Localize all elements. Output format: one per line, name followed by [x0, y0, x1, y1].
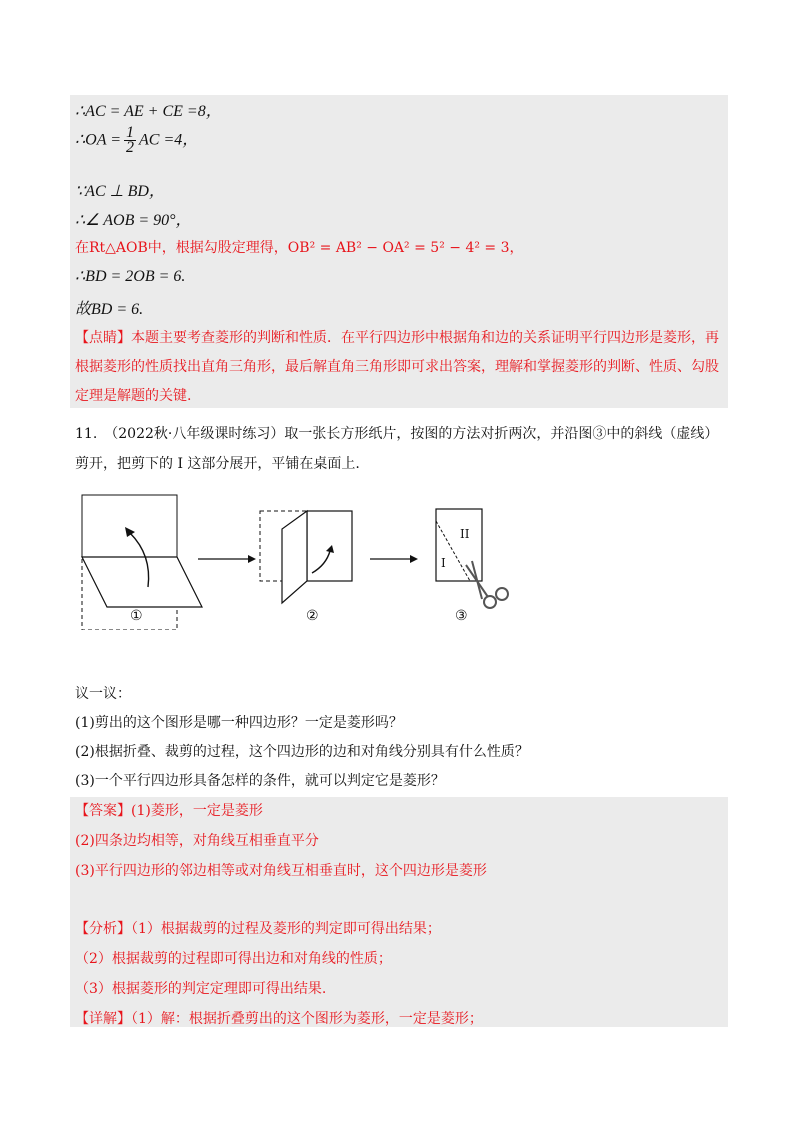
solution-eq-2-post: AC =4， [139, 131, 199, 149]
analysis-line-2: （2）根据裁剪的过程即可得出边和对角线的性质； [75, 951, 392, 967]
answer-1: (1)菱形，一定是菱形 [131, 803, 263, 819]
fraction-denominator: 2 [126, 139, 135, 156]
answer-line-1 [75, 800, 263, 820]
solution-eq-3: ∵AC ⊥ BD， [75, 183, 165, 200]
solution-line-1 [75, 98, 222, 121]
dianjing-text-2: 根据菱形的性质找出直角三角形，最后解直角三角形即可求出答案，理解和掌握菱形的判断、性质、勾股 [75, 359, 719, 375]
discuss-q2: (2)根据折叠、裁剪的过程，这个四边形的边和对角线分别具有什么性质？ [75, 744, 529, 760]
solution-line-3 [75, 178, 165, 201]
fraction-numerator: 1 [126, 124, 135, 141]
detail-line-1 [75, 1008, 483, 1028]
dianjing-line-2 [75, 356, 719, 376]
solution-eq-2-pre: ∴OA = [75, 131, 122, 149]
dianjing-line-1 [75, 327, 719, 347]
region-1-label: I [441, 556, 446, 570]
solution-line-6 [75, 266, 185, 286]
solution-eq-1: ∴AC = AE + CE =8， [75, 103, 222, 120]
dianjing-tag: 【点睛】 [75, 330, 131, 346]
detail-tag: 【详解】 [75, 1011, 131, 1027]
answer-line-2: (2)四条边均相等，对角线互相垂直平分 [75, 833, 319, 849]
answer-line-3: (3)平行四边形的邻边相等或对角线互相垂直时，这个四边形是菱形 [75, 863, 487, 879]
solution-eq-7: 故BD = 6. [75, 301, 144, 318]
dianjing-text-3: 定理是解题的关键. [75, 388, 192, 404]
solution-eq-6: ∴BD = 2OB = 6. [75, 268, 186, 285]
discuss-q1: (1)剪出的这个图形是哪一种四边形？一定是菱形吗？ [75, 715, 403, 731]
figure-2-paper [260, 511, 352, 603]
solution-line-2 [75, 126, 198, 155]
dianjing-text-1: 本题主要考查菱形的判断和性质．在平行四边形中根据角和边的关系证明平行四边形是菱形，再 [131, 330, 719, 346]
analysis-tag: 【分析】 [75, 921, 131, 937]
fraction [124, 126, 136, 155]
solution-eq-4: ∴∠ AOB = 90°， [75, 212, 192, 229]
question-line-2: 剪开，把剪下的 I 这部分展开，平铺在桌面上. [75, 456, 360, 472]
discuss-title: 议一议： [75, 686, 131, 702]
figure-label-2: ② [306, 608, 319, 624]
solution-eq-5: 在Rt△AOB中，根据勾股定理得，OB² = AB² − OA² = 5² − 4² = 3， [75, 240, 524, 256]
figure-label-3: ③ [455, 608, 468, 624]
dianjing-line-3 [75, 385, 191, 405]
answer-tag: 【答案】 [75, 803, 131, 819]
discuss-q3: (3)一个平行四边形具备怎样的条件，就可以判定它是菱形？ [75, 773, 445, 789]
solution-line-4 [75, 207, 192, 230]
figure-label-1: ① [130, 608, 143, 624]
analysis-line-1 [75, 918, 441, 938]
analysis-line-3: （3）根据菱形的判定定理即可得出结果. [75, 981, 327, 997]
analysis-1: （1）根据裁剪的过程及菱形的判定即可得出结果； [131, 921, 441, 937]
solution-line-7 [75, 296, 143, 319]
solution-line-5 [75, 237, 524, 257]
detail-1: （1）解：根据折叠剪出的这个图形为菱形，一定是菱形； [131, 1011, 483, 1027]
question-line-1: 11. （2022秋·八年级课时练习）取一张长方形纸片，按图的方法对折两次，并沿图③中的斜线（虚线） [75, 426, 719, 442]
region-2-label: II [460, 527, 470, 541]
